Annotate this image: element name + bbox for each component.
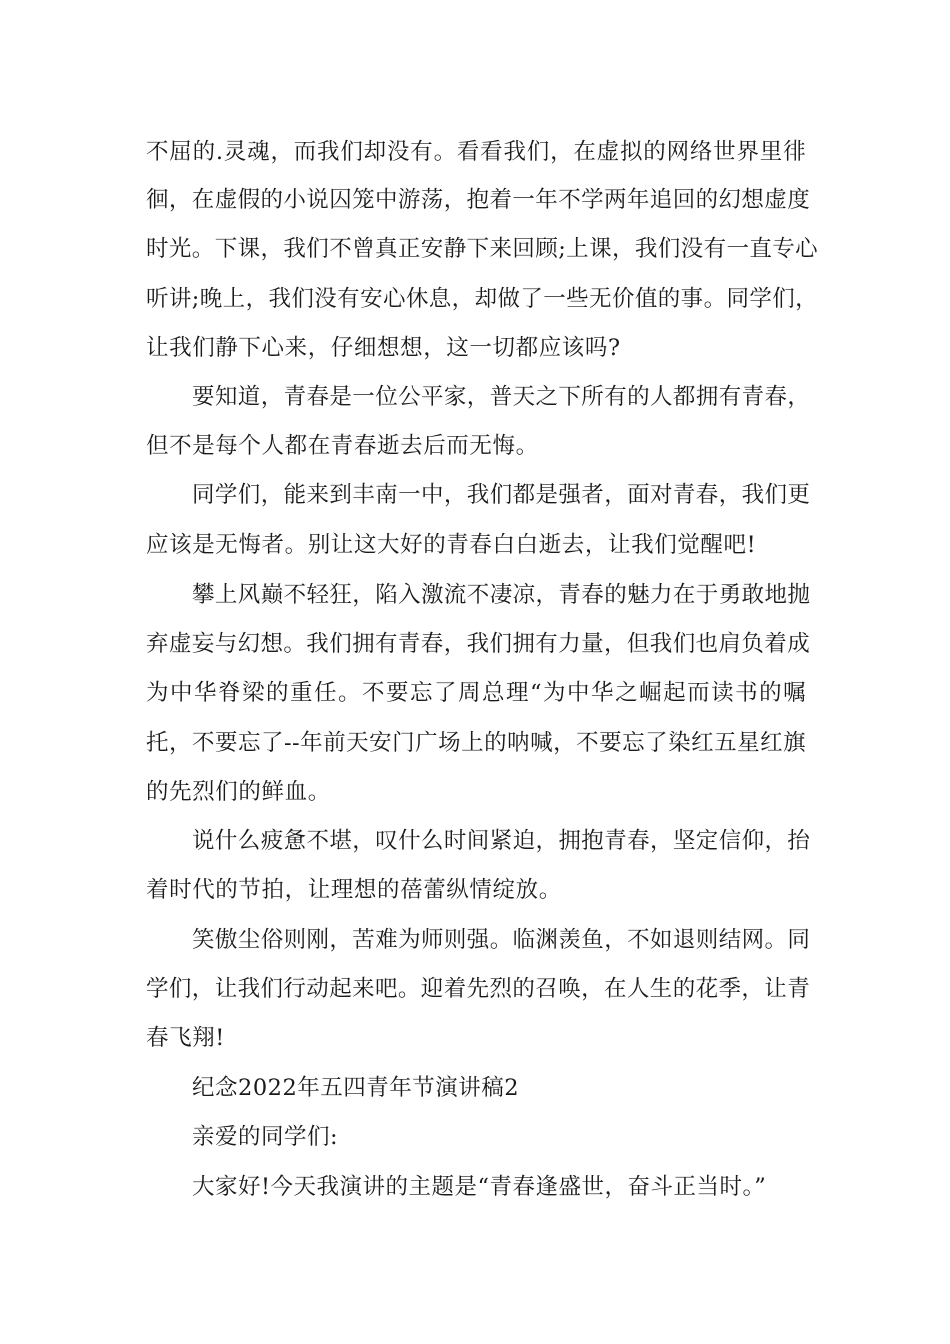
paragraph-6-line-2: 学们，让我们行动起来吧。迎着先烈的召唤，在人生的花季，让青 bbox=[146, 976, 811, 1002]
paragraph-6-line-1: 笑傲尘俗则刚，苦难为师则强。临渊羡鱼，不如退则结网。同 bbox=[192, 927, 811, 953]
paragraph-5-line-2: 着时代的节拍，让理想的蓓蕾纵情绽放。 bbox=[146, 877, 562, 903]
paragraph-2-line-2: 但不是每个人都在青春逝去后而无悔。 bbox=[146, 433, 539, 459]
paragraph-1-line-2: 徊，在虚假的小说囚笼中游荡，抱着一年不学两年追回的幻想虚度 bbox=[146, 187, 811, 213]
greeting-line: 亲爱的同学们: bbox=[192, 1124, 339, 1150]
paragraph-1-line-3: 时光。下课，我们不曾真正安静下来回顾;上课，我们没有一直专心 bbox=[146, 236, 819, 262]
paragraph-4-line-2: 弃虚妄与幻想。我们拥有青春，我们拥有力量，但我们也肩负着成 bbox=[146, 631, 811, 657]
section-heading: 纪念2022年五四青年节演讲稿2 bbox=[192, 1075, 520, 1101]
paragraph-1-line-5: 让我们静下心来，仔细想想，这一切都应该吗? bbox=[146, 335, 621, 361]
paragraph-1-line-4: 听讲;晚上，我们没有安心休息，却做了一些无价值的事。同学们， bbox=[146, 286, 819, 312]
paragraph-2-line-1: 要知道，青春是一位公平家，普天之下所有的人都拥有青春， bbox=[192, 384, 811, 410]
paragraph-5-line-1: 说什么疲惫不堪，叹什么时间紧迫，拥抱青春，坚定信仰，抬 bbox=[192, 828, 811, 854]
paragraph-1-line-1: 不屈的.灵魂，而我们却没有。看看我们，在虚拟的网络世界里徘 bbox=[146, 139, 806, 165]
paragraph-4-line-5: 的先烈们的鲜血。 bbox=[146, 779, 331, 805]
paragraph-4-line-3: 为中华脊梁的重任。不要忘了周总理“为中华之崛起而读书的嘱 bbox=[146, 680, 806, 706]
paragraph-3-line-2: 应该是无悔者。别让这大好的青春白白逝去，让我们觉醒吧! bbox=[146, 532, 757, 558]
intro-line: 大家好!今天我演讲的主题是“青春逢盛世，奋斗正当时。” bbox=[192, 1174, 767, 1200]
paragraph-3-line-1: 同学们，能来到丰南一中，我们都是强者，面对青春，我们更 bbox=[192, 482, 811, 508]
paragraph-4-line-4: 托，不要忘了--年前天安门广场上的呐喊，不要忘了染红五星红旗 bbox=[146, 730, 806, 756]
paragraph-4-line-1: 攀上风巅不轻狂，陷入激流不凄凉，青春的魅力在于勇敢地抛 bbox=[192, 582, 811, 608]
paragraph-6-line-3: 春飞翔! bbox=[146, 1025, 225, 1051]
